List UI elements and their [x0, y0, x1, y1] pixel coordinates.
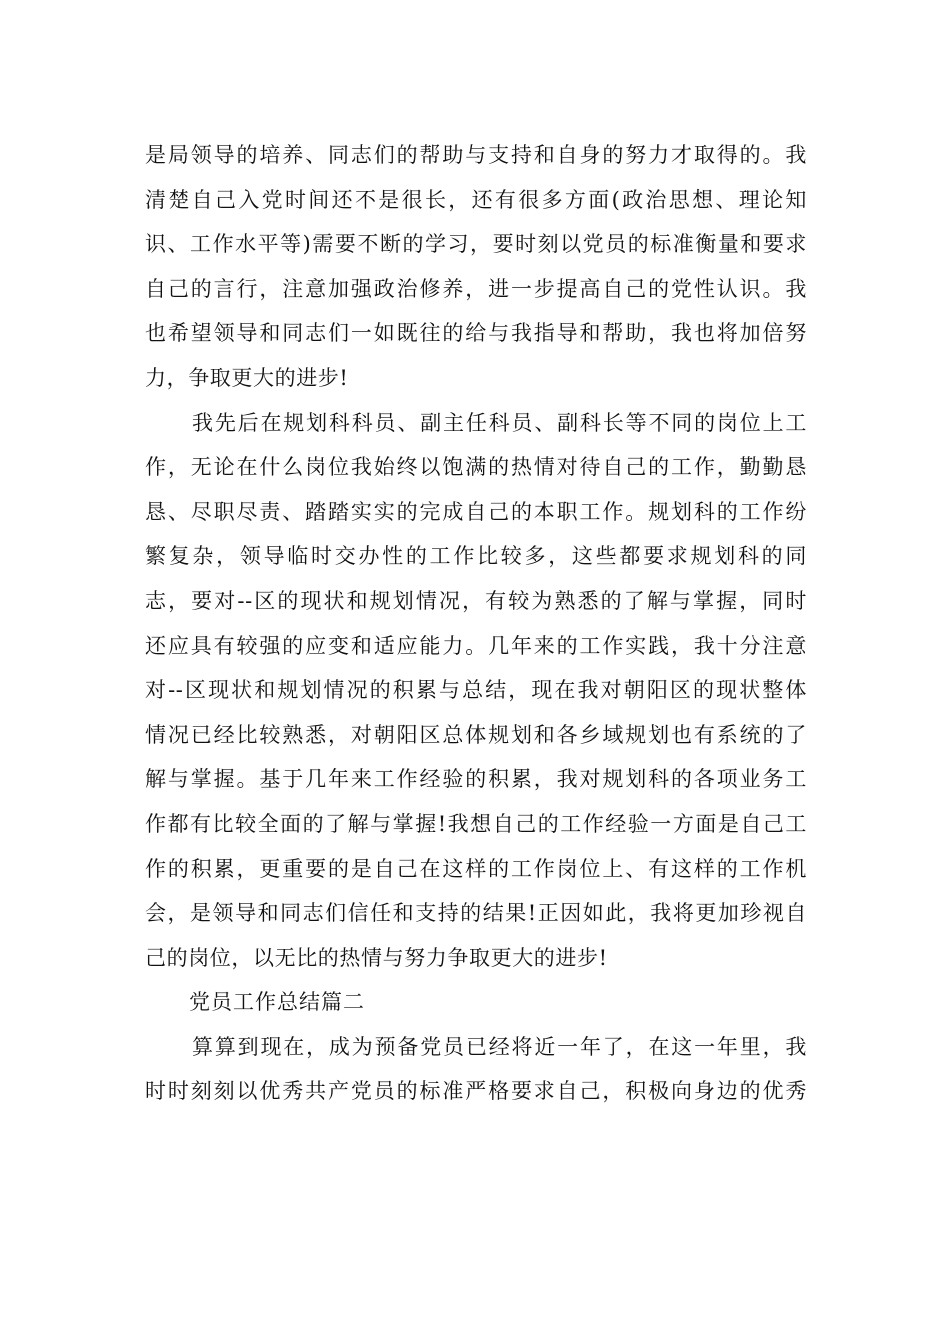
paragraph-line: 作的积累，更重要的是自己在这样的工作岗位上、有这样的工作机	[145, 856, 807, 881]
paragraph-line: 时时刻刻以优秀共产党员的标准严格要求自己，积极向身边的优秀	[145, 1079, 807, 1104]
document-body	[145, 133, 807, 1114]
paragraph-line: 是局领导的培养、同志们的帮助与支持和自身的努力才取得的。我	[145, 143, 807, 167]
paragraph-line: 志，要对--区的现状和规划情况，有较为熟悉的了解与掌握，同时	[145, 588, 807, 613]
paragraph-line: 我先后在规划科科员、副主任科员、副科长等不同的岗位上工	[192, 410, 807, 435]
paragraph-line: 也希望领导和同志们一如既往的给与我指导和帮助，我也将加倍努	[145, 321, 807, 346]
paragraph-line: 恳、尽职尽责、踏踏实实的完成自己的本职工作。规划科的工作纷	[145, 499, 807, 524]
paragraph-line: 己的岗位，以无比的热情与努力争取更大的进步!	[145, 945, 608, 970]
paragraph-1	[145, 133, 807, 401]
paragraph-line: 力，争取更大的进步!	[145, 365, 349, 390]
paragraph-2	[145, 401, 807, 981]
paragraph-line: 解与掌握。基于几年来工作经验的积累，我对规划科的各项业务工	[145, 767, 807, 792]
paragraph-line: 识、工作水平等)需要不断的学习，要时刻以党员的标准衡量和要求	[145, 232, 807, 257]
paragraph-line: 算算到现在，成为预备党员已经将近一年了，在这一年里，我	[192, 1034, 807, 1059]
paragraph-line: 对--区现状和规划情况的积累与总结，现在我对朝阳区的现状整体	[145, 678, 807, 703]
section-heading: 党员工作总结篇二	[189, 990, 365, 1015]
paragraph-line: 还应具有较强的应变和适应能力。几年来的工作实践，我十分注意	[145, 633, 807, 658]
paragraph-line: 作都有比较全面的了解与掌握!我想自己的工作经验一方面是自己工	[145, 811, 807, 836]
paragraph-line: 自己的言行，注意加强政治修养，进一步提高自己的党性认识。我	[145, 276, 807, 301]
paragraph-line: 作，无论在什么岗位我始终以饱满的热情对待自己的工作，勤勤恳	[145, 455, 807, 480]
paragraph-3	[145, 1025, 807, 1114]
paragraph-line: 清楚自己入党时间还不是很长，还有很多方面(政治思想、理论知	[145, 187, 807, 212]
paragraph-line: 情况已经比较熟悉，对朝阳区总体规划和各乡域规划也有系统的了	[145, 722, 807, 747]
paragraph-line: 繁复杂，领导临时交办性的工作比较多，这些都要求规划科的同	[145, 544, 807, 569]
paragraph-line: 会，是领导和同志们信任和支持的结果!正因如此，我将更加珍视自	[145, 901, 807, 926]
